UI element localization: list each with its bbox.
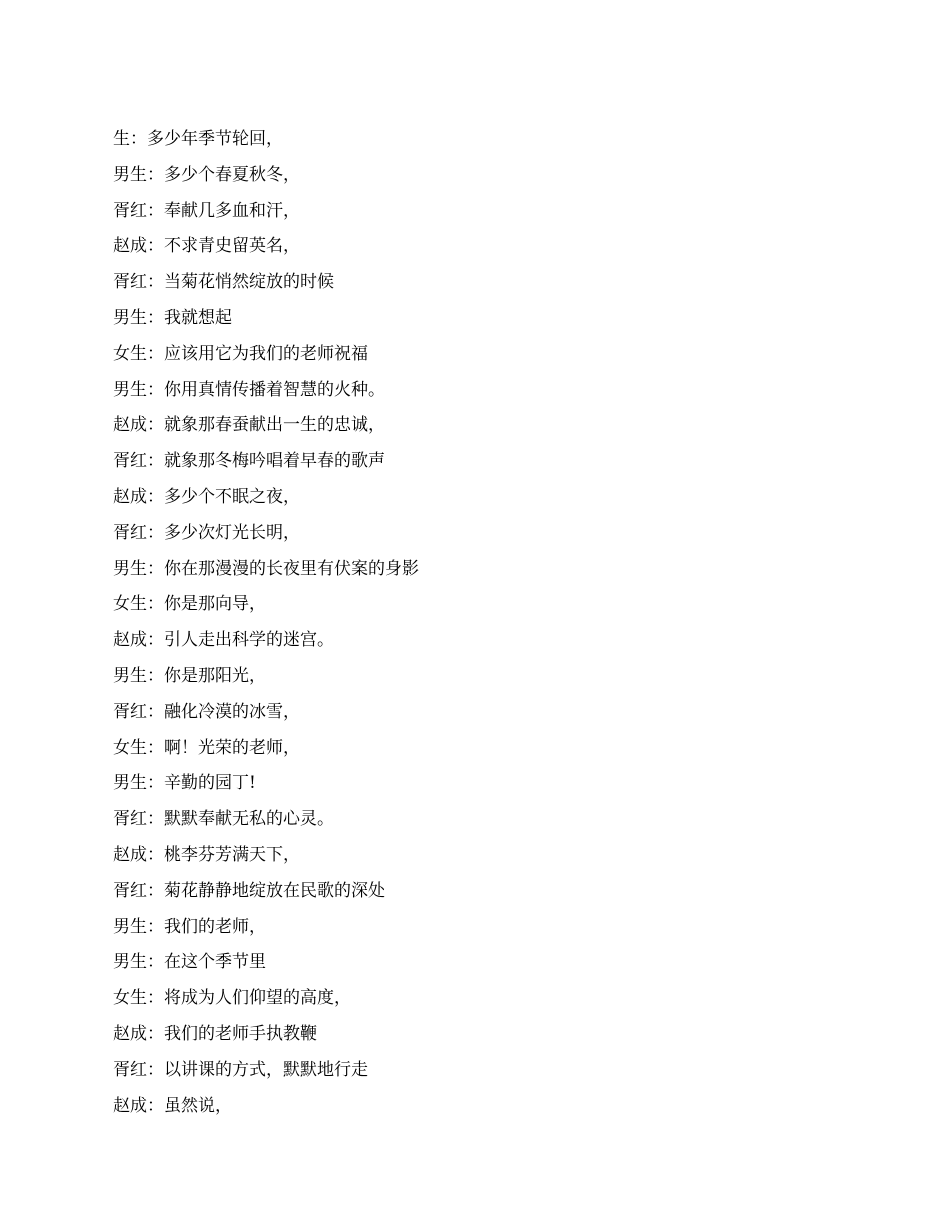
script-line: 赵成：多少个不眠之夜， (113, 486, 300, 507)
script-line: 胥红：当菊花悄然绽放的时候 (113, 272, 334, 293)
script-line: 赵成：就象那春蚕献出一生的忠诚， (113, 415, 385, 436)
script-line: 男生：在这个季节里 (113, 952, 266, 973)
script-line: 男生：你是那阳光， (113, 665, 266, 686)
script-line: 胥红：奉献几多血和汗， (113, 200, 300, 221)
script-line: 女生：将成为人们仰望的高度， (113, 988, 351, 1009)
script-line: 胥红：菊花静静地绽放在民歌的深处 (113, 880, 385, 901)
script-line: 男生：你用真情传播着智慧的火种。 (113, 379, 385, 400)
script-line: 生：多少年季节轮回， (113, 129, 283, 149)
script-line: 赵成：虽然说， (113, 1095, 232, 1116)
script-line: 胥红：就象那冬梅吟唱着早春的歌声 (113, 451, 385, 472)
script-line: 男生：你在那漫漫的长夜里有伏案的身影 (113, 558, 419, 579)
script-line: 胥红：以讲课的方式，默默地行走 (113, 1059, 368, 1080)
script-line: 胥红：融化冷漠的冰雪， (113, 701, 300, 722)
script-line: 赵成：我们的老师手执教鞭 (113, 1023, 317, 1044)
script-line: 男生：我们的老师， (113, 916, 266, 937)
script-line: 赵成：引人走出科学的迷宫。 (113, 630, 334, 651)
script-line: 女生：应该用它为我们的老师祝福 (113, 343, 368, 364)
script-line: 男生：多少个春夏秋冬， (113, 164, 300, 185)
script-line: 男生：我就想起 (113, 307, 232, 328)
script-lines (113, 122, 873, 1124)
script-line: 胥红：默默奉献无私的心灵。 (113, 809, 334, 830)
script-line: 赵成：不求青史留英名， (113, 236, 300, 257)
script-line: 男生：辛勤的园丁! (113, 773, 256, 794)
script-line: 赵成：桃李芬芳满天下， (113, 844, 300, 865)
script-line: 胥红：多少次灯光长明， (113, 522, 300, 543)
script-line: 女生：你是那向导， (113, 594, 266, 615)
script-line: 女生：啊！光荣的老师， (113, 737, 300, 758)
